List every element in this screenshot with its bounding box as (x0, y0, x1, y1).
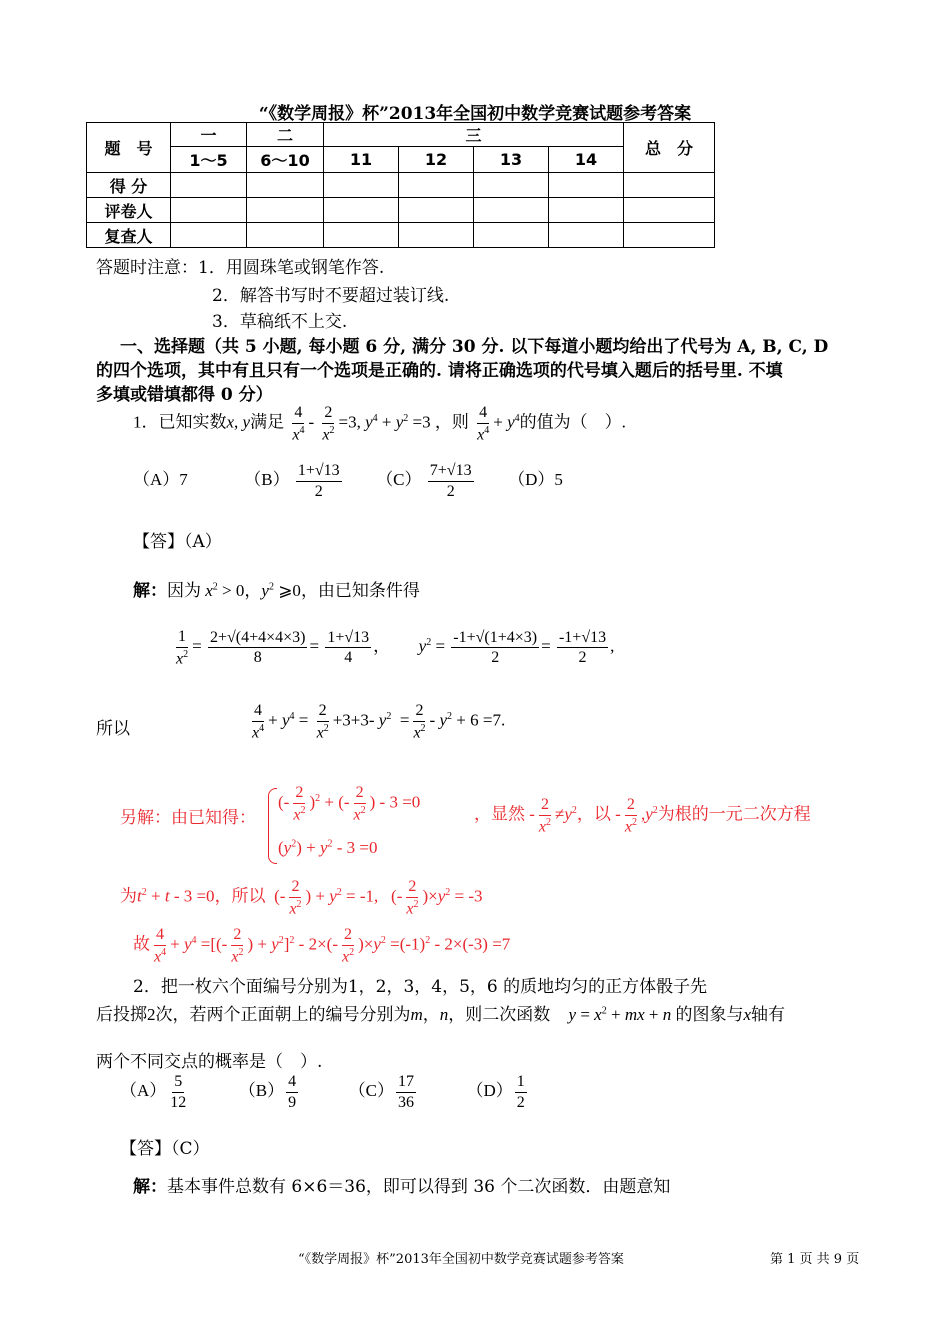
q1-alt-text-1: ，显然 - $\frac{2}{x^2}$ $\ne y^2$，以 - $\frac{2}{x^2}$ $,y^2$为根的一元二次方程 (474, 796, 811, 835)
sub-header: 13 (474, 147, 549, 173)
sub-header: 14 (549, 147, 624, 173)
q1-so-label: 所以 (96, 719, 130, 739)
q2-option-c: （C） (348, 1081, 394, 1100)
q1-alt-equation-1: (- $\frac{2}{x^2}$ )$^2$ + (- $\frac{2}{x^2}$ ) - 3 =0 (278, 784, 421, 823)
system-brace (268, 788, 277, 864)
sub-header: 12 (399, 147, 474, 173)
notes-line-2: 2．解答书写时不要超过装订线. (212, 286, 450, 306)
q1-alt-line-2: 为$t^2 + t - 3 =0$，所以 (- $\frac{2}{x^2}$ ) + $y^2 = -1$, (- $\frac{2}{x^2}$ )$\times y^2 = -3$ (120, 878, 483, 917)
q2-options: （A） $\frac{5}{12}$ （B） $\frac{4}{9}$ （C） $\frac{17}{36}$ （D） $\frac{1}{2}$ (120, 1073, 525, 1111)
q1-options: （A）7 （B） $\frac{1+√13}{2}$ （C） $\frac{7+√13}{2}$ （D）5 (133, 462, 563, 500)
q1-stem: 1．已知实数x, y满足 $\frac{4}{x^4}$ - $\frac{2}{x^2}$ =3, $y^4 + y^2 =3$ ，则 $\frac{4}{x^4}$ + $y^4$的值为（ ）. (133, 404, 626, 443)
q2-line-1: 2．把一枚六个面编号分别为1，2，3，4，5，6 的质地均匀的正方体骰子先 (133, 977, 708, 997)
q1-solution-equation-2: $\frac{4}{x^4}$ + $y^4$ = $\frac{2}{x^2}$ +3+3- $y^2$ = $\frac{2}{x^2}$ - $y^2 + 6 =7$. (252, 702, 506, 741)
q1-option-c: （C） (376, 470, 422, 489)
q1-option-d: （D）5 (508, 470, 563, 489)
q2-answer: 【答】（C） (120, 1139, 210, 1159)
footer-title: “《数学周报》杯”2013年全国初中数学竞赛试题参考答案 (298, 1252, 624, 1267)
q1-alt-equation-2: $(y^2) + y^2 - 3 =0$ (278, 838, 378, 857)
section-heading-line-2: 的四个选项，其中有且只有一个选项是正确的. 请将正确选项的代号填入题后的括号里. 不填 (96, 361, 783, 381)
q2-line-2: 后投掷2次，若两个正面朝上的编号分别为m，n，则二次函数 $y = x^2$ + mx + n 的图象与x轴有 (96, 1005, 786, 1024)
q1-option-a: （A）7 (133, 470, 188, 489)
notes-line-3: 3．草稿纸不上交. (212, 312, 348, 332)
q1-alt-label: 另解：由已知得： (120, 808, 256, 828)
sub-header: 6～10 (247, 147, 324, 173)
row-label-reviewer: 复查人 (87, 223, 171, 248)
notes-line-1: 答题时注意：1．用圆珠笔或钢笔作答. (96, 258, 385, 278)
row-label-score: 得 分 (87, 173, 171, 198)
q1-solution-equation-1: $\frac{1}{x^2}$ = $\frac{2+√(4+4\times 4\times 3)}{8}$ = $\frac{1+√13}{4}$ ， $y^2$ = $\frac{-1+√(1+4\times 3)}{2}$ = $\frac{-1+√13}{2}$ , (176, 628, 615, 667)
q1-alt-line-3: 故 $\frac{4}{x^4}$ + $y^4$ =[(- $\frac{2}{x^2}$ ) + $y^2]^2 - 2\times(-$ $\frac{2}{x^2}$ )$\times y^2 =(-1)^2 - 2\times(-3) =7$ (133, 926, 511, 965)
sub-header: 11 (324, 147, 399, 173)
footer-page-number: 第 1 页 共 9 页 (770, 1252, 860, 1267)
q2-option-a: （A） (120, 1081, 167, 1100)
q2-solution: 解：基本事件总数有 6×6＝36，即可以得到 36 个二次函数．由题意知 (133, 1177, 671, 1197)
sub-header: 1～5 (171, 147, 247, 173)
header-section-2: 二 (247, 123, 324, 147)
section-heading-line-1: 一、选择题（共 5 小题, 每小题 6 分, 满分 30 分. 以下每道小题均给出了代号为 A, B, C, D (120, 337, 829, 357)
row-label-grader: 评卷人 (87, 198, 171, 223)
q2-option-d: （D） (466, 1081, 513, 1100)
q1-answer: 【答】（A） (133, 532, 222, 552)
header-total: 总 分 (624, 123, 715, 173)
header-section-3: 三 (324, 123, 624, 147)
page-title: “《数学周报》杯”2013年全国初中数学竞赛试题参考答案 (258, 104, 692, 124)
header-section-1: 一 (171, 123, 247, 147)
q2-option-b: （B） (238, 1081, 285, 1100)
q1-option-b: （B） (244, 470, 290, 489)
q1-solution: 解：因为 $x^2 > 0$，$y^2$ ⩾0，由已知条件得 (133, 581, 420, 600)
section-heading-line-3: 多填或错填都得 0 分） (96, 385, 273, 405)
header-question-number: 题 号 (87, 123, 171, 173)
q2-line-3: 两个不同交点的概率是（ ）. (96, 1052, 323, 1072)
score-table (86, 122, 715, 248)
